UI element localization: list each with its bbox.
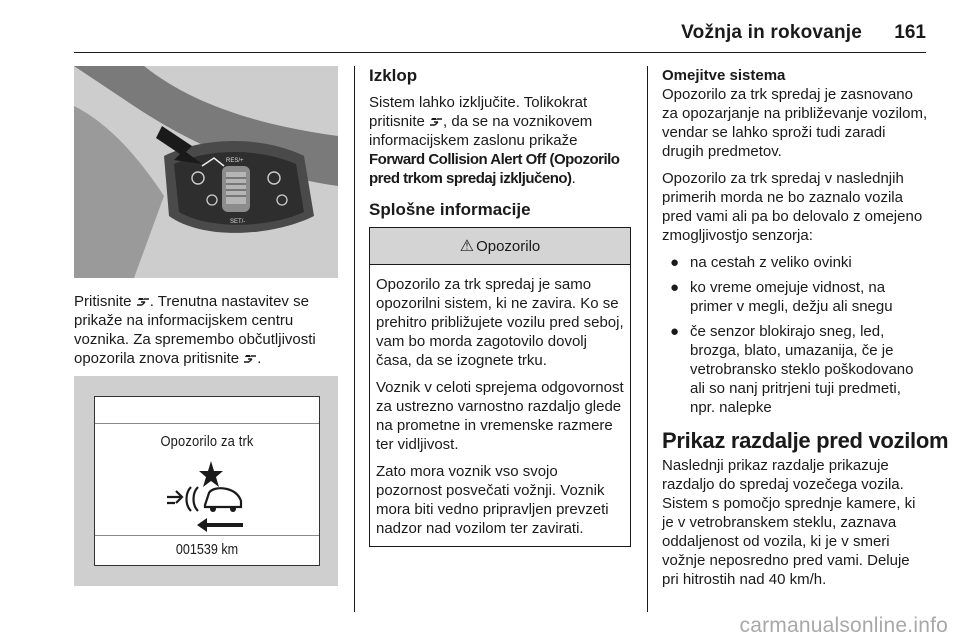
press-text-3: . <box>257 350 262 367</box>
warning-title: Opozorilo <box>476 237 541 255</box>
watermark: carmanualsonline.info <box>739 614 948 637</box>
column-divider-left <box>354 66 355 612</box>
list-item-text: če senzor blokirajo sneg, led, brozga, blato, umazanija, če je vetrobransko steklo poškodovano ali so nanj pritrjeni tuji predmeti, npr. nalepke <box>690 323 914 416</box>
press-text-2: . Trenutna nastavitev se prikaže na informacijskem centru voznika. Za spremembo občutljivosti opozorila znova pritisnite <box>74 293 316 367</box>
wheel-button-bottom-label: SET/- <box>230 219 246 225</box>
limitations-list <box>662 253 928 417</box>
izklop-text-1: Sistem lahko izključite. Tolikokrat pritisnite <box>369 94 588 130</box>
warning-triangle-icon: ⚠ <box>459 237 475 255</box>
bullet-icon: ● <box>670 323 680 340</box>
column-divider-right <box>647 66 648 612</box>
warning-body <box>370 265 630 546</box>
warning-paragraph-2: Voznik v celoti sprejema odgovornost za ustrezno varnostno razdaljo glede na prometne in vremenske razmere ter vidljivost. <box>376 379 624 453</box>
wheel-button-top-label: RES/+ <box>226 158 244 164</box>
warning-paragraph-1: Opozorilo za trk spredaj je samo opozorilni sistem, ki ne zavira. Ko se prehitro približujete vozilu pred seboj, vam bo morda zagotovilo dovolj časa, da se izognete trku. <box>376 276 624 369</box>
izklop-message: Forward Collision Alert Off (Opozorilo pred trkom spredaj izključeno) <box>369 151 620 187</box>
izklop-text-end: . <box>571 170 576 187</box>
izklop-heading: Izklop <box>369 66 418 85</box>
bullet-icon: ● <box>670 279 680 296</box>
page-number: 161 <box>894 22 926 43</box>
display-title: Opozorilo za trk <box>160 433 254 450</box>
display-figure <box>74 376 338 586</box>
steering-wheel-figure <box>74 66 338 278</box>
section-title: Vožnja in rokovanje <box>681 22 862 43</box>
distance-gap-icon <box>136 296 150 308</box>
splosne-heading: Splošne informacije <box>369 200 531 219</box>
bullet-icon: ● <box>670 254 680 271</box>
omejitve-paragraph-1: Opozorilo za trk spredaj je zasnovano za opozarjanje na približevanje vozilom, vendar se lahko sproži tudi zaradi drugih predmetov. <box>662 86 928 160</box>
header-rule <box>74 52 926 53</box>
izklop-paragraph <box>369 93 631 188</box>
list-item <box>662 278 928 316</box>
warning-paragraph-3: Zato mora voznik vso svojo pozornost posvečati vožnji. Voznik mora biti vedno pripravljen prevzeti nadzor nad vozilom ter zavirati. <box>376 463 609 537</box>
warning-header <box>370 228 630 265</box>
prikaz-paragraph: Naslednji prikaz razdalje prikazuje razdaljo do spredaj vozečega vozila. Sistem s pomočjo sprednje kamere, ki je v vetrobranskem steklu, zaznava oddaljenost od vozila, ki je v smeri vožnje neposredno pred vami. Deluje pri hitrostih nad 40 km/h. <box>662 457 916 588</box>
press-text-1: Pritisnite <box>74 293 136 310</box>
list-item <box>662 322 928 417</box>
middle-column <box>369 66 631 547</box>
odometer-reading: 001539 km <box>175 541 239 558</box>
izklop-text-2: , da se na voznikovem informacijskem zaslonu prikaže <box>369 113 593 149</box>
list-item-text: ko vreme omejuje vidnost, na primer v megli, dežju ali snegu <box>690 279 893 315</box>
list-item-text: na cestah z veliko ovinki <box>690 254 852 271</box>
right-column <box>662 66 949 597</box>
driver-info-display <box>94 396 320 566</box>
omejitve-paragraph-2: Opozorilo za trk spredaj v naslednjih primerih morda ne bo zaznalo vozila pred vami ali pa bo delovalo z omejeno zmogljivostjo senzorja: <box>662 170 923 244</box>
press-instruction <box>74 292 338 368</box>
prikaz-heading: Prikaz razdalje pred vozilom <box>662 428 949 453</box>
omejitve-heading: Omejitve sistema <box>662 67 786 84</box>
distance-gap-icon <box>243 353 257 365</box>
steering-wheel-illustration <box>74 66 338 278</box>
left-column-text <box>74 292 338 376</box>
collision-alert-icon <box>161 459 257 535</box>
distance-gap-icon <box>429 116 443 128</box>
warning-box <box>369 227 631 547</box>
list-item <box>662 253 928 272</box>
